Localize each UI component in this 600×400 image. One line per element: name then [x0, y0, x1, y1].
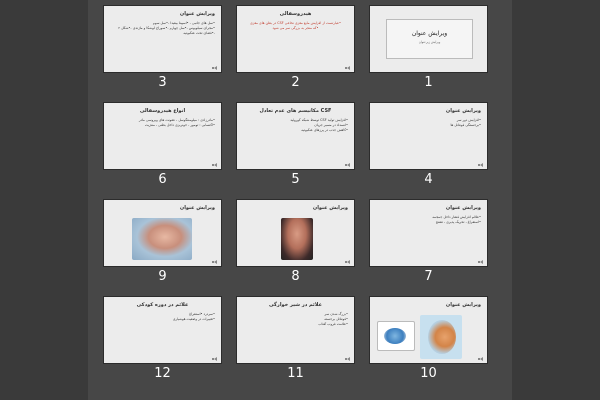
speaker-icon	[478, 163, 484, 167]
slide-sorter-grid	[104, 6, 487, 383]
speaker-icon	[345, 260, 351, 264]
slide-subtitle: ویرایش زیرعنوان	[418, 40, 441, 44]
slide-thumb-2[interactable]	[237, 6, 354, 92]
slide-title: ویرایش عنوان	[179, 11, 215, 17]
slide-number: 2	[291, 75, 300, 90]
slide-body: •سردرد •استفراغ •تغییرات در وضعیت هوشیاری	[172, 312, 215, 321]
slide-canvas	[104, 200, 221, 266]
slide-thumb-3[interactable]	[104, 6, 221, 92]
slide-title: ویرایش عنوان	[179, 205, 215, 211]
slide-body: •علائم افزایش فشار داخل جمجمه •استفراغ ، تحریک پذیری ، تشنج	[432, 215, 481, 224]
slide-canvas	[237, 297, 354, 363]
speaker-icon	[212, 357, 218, 361]
brain-section-image	[420, 315, 462, 359]
child-photo	[281, 218, 313, 260]
slide-title: علائم در دوره کودکی	[136, 302, 189, 308]
slide-body: •سل های جانبی - •اسپینا بیفیدا -•سل سوم •مجرای سیلویوس -•سل چهارم -•سوراخ لوشکا و ماژندی -•شکل ۲ -•فضای تحت عنکبوتیه	[118, 21, 215, 35]
slide-canvas	[370, 200, 487, 266]
slide-title: علائم در شیر خوارگی	[268, 302, 323, 308]
slide-number: 12	[154, 366, 171, 381]
slide-number: 3	[158, 75, 167, 90]
slide-title: ویرایش عنوان	[411, 30, 448, 37]
slide-canvas	[370, 103, 487, 169]
slide-title: هیدروسفالی	[279, 11, 312, 17]
slide-canvas	[370, 6, 487, 72]
slide-number: 7	[424, 269, 433, 284]
slide-body: •مادرزادی : میلومننگوسل ، عفونت های ویروسی مادر •اکتسابی : تومور ، خونریزی داخل بطنی ، مننژیت	[138, 118, 215, 127]
slide-thumb-5[interactable]	[237, 103, 354, 189]
slide-title: ویرایش عنوان	[312, 205, 348, 211]
slide-title: انواع هیدروسفالی	[139, 108, 186, 114]
speaker-icon	[345, 357, 351, 361]
slide-title: مکانیسم های عدم تعادل CSF	[259, 108, 332, 114]
slide-number: 6	[158, 172, 167, 187]
slide-canvas	[370, 297, 487, 363]
speaker-icon	[212, 163, 218, 167]
slide-number: 4	[424, 172, 433, 187]
slide-body: •افزایش دور سر •برجستگی فونتانل ها	[450, 118, 481, 127]
slide-number: 1	[424, 75, 433, 90]
slide-title: ویرایش عنوان	[445, 108, 481, 114]
slide-canvas	[237, 6, 354, 72]
slide-thumb-7[interactable]	[370, 200, 487, 286]
speaker-icon	[478, 260, 484, 264]
slide-canvas	[237, 200, 354, 266]
slide-number: 11	[287, 366, 304, 381]
slide-title: ویرایش عنوان	[445, 205, 481, 211]
speaker-icon	[212, 260, 218, 264]
slide-number: 5	[291, 172, 300, 187]
speaker-icon	[345, 163, 351, 167]
slide-body: •عبارتست از افزایش مایع مغزی نخاعی CSF در بطن های مغزی •که منجر به بزرگی سر می شود	[250, 21, 341, 30]
slide-thumb-11[interactable]	[237, 297, 354, 383]
slide-body: •افزایش تولید CSF توسط شبکه کوروئید •انسداد در مسیر جریان •کاهش جذب در پرزهای عنکبوتیه	[290, 118, 348, 132]
slide-thumb-12[interactable]	[104, 297, 221, 383]
slide-body: •بزرگ شدن سر •فونتانل برجسته •علامت غروب آفتاب	[318, 312, 348, 326]
speaker-icon	[478, 357, 484, 361]
slide-canvas	[104, 103, 221, 169]
slide-title: ویرایش عنوان	[445, 302, 481, 308]
slide-thumb-10[interactable]	[370, 297, 487, 383]
slide-thumb-9[interactable]	[104, 200, 221, 286]
slide-thumb-8[interactable]	[237, 200, 354, 286]
slide-thumb-6[interactable]	[104, 103, 221, 189]
infant-photo	[132, 218, 192, 260]
slide-canvas	[104, 297, 221, 363]
speaker-icon	[345, 66, 351, 70]
slide-canvas	[104, 6, 221, 72]
slide-number: 9	[158, 269, 167, 284]
slide-number: 8	[291, 269, 300, 284]
brain-diagram	[377, 321, 415, 351]
slide-number: 10	[420, 366, 437, 381]
slide-canvas	[237, 103, 354, 169]
title-placeholder	[386, 19, 473, 59]
slide-thumb-4[interactable]	[370, 103, 487, 189]
slide-thumb-1[interactable]	[370, 6, 487, 92]
speaker-icon	[212, 66, 218, 70]
